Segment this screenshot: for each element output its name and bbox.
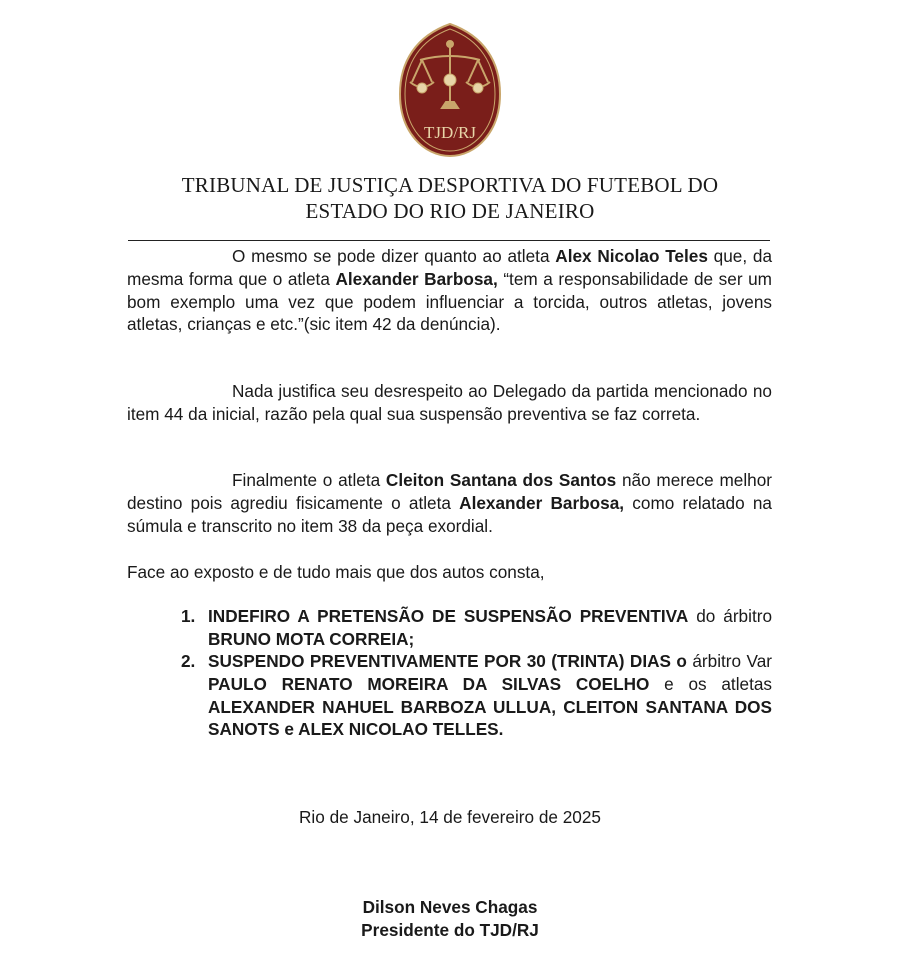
decision-number: 1. xyxy=(181,606,196,626)
signatory-name: Dilson Neves Chagas xyxy=(362,897,538,917)
soccer-ball-right-icon xyxy=(473,83,483,93)
paragraph-delegado: Nada justifica seu desrespeito ao Delegado da partida mencionado no item 44 da inicial, razão pela qual sua suspensão preventiva se faz correta. xyxy=(127,381,772,424)
soccer-ball-left-icon xyxy=(417,83,427,93)
seal-text: TJD/RJ xyxy=(424,123,476,142)
header-divider xyxy=(128,240,770,241)
soccer-ball-center-icon xyxy=(444,74,456,86)
paragraph-alex-teles: O mesmo se pode dizer quanto ao atleta Alex Nicolao Teles que, da mesma forma que o atleta Alexander Barbosa, “tem a responsabilidade de ser um bom exemplo uma vez que podem influenciar a torcida, outros atletas, jovens atletas, crianças e etc.”(sic item 42 da denúncia). xyxy=(127,246,773,335)
paragraph-face-ao-exposto: Face ao exposto e de tudo mais que dos autos consta, xyxy=(127,562,545,582)
tribunal-title-line1: TRIBUNAL DE JUSTIÇA DESPORTIVA DO FUTEBOL DO xyxy=(181,173,719,197)
paragraph-cleiton-santos: Finalmente o atleta Cleiton Santana dos Santos não merece melhor destino pois agrediu fisicamente o atleta Alexander Barbosa, como relatado na súmula e transcrito no item 38 da peça exordial. xyxy=(127,470,773,536)
date-line: Rio de Janeiro, 14 de fevereiro de 2025 xyxy=(299,807,601,827)
signatory-role: Presidente do TJD/RJ xyxy=(361,920,539,940)
decision-item-1: 1. INDEFIRO A PRETENSÃO DE SUSPENSÃO PREVENTIVA do árbitro BRUNO MOTA CORREIA; xyxy=(181,606,772,649)
tribunal-title-line2: ESTADO DO RIO DE JANEIRO xyxy=(305,199,595,223)
decision-number: 2. xyxy=(181,651,196,671)
tjd-rj-seal-logo xyxy=(398,22,502,158)
decision-item-2: 2. SUSPENDO PREVENTIVAMENTE POR 30 (TRINTA) DIAS o árbitro Var PAULO RENATO MOREIRA DA SILVAS COELHO e os atletas ALEXANDER NAHUEL BARBOZA ULLUA, CLEITON SANTANA DOS SANOTS e ALEX NICOLAO TELLES. xyxy=(181,651,772,740)
